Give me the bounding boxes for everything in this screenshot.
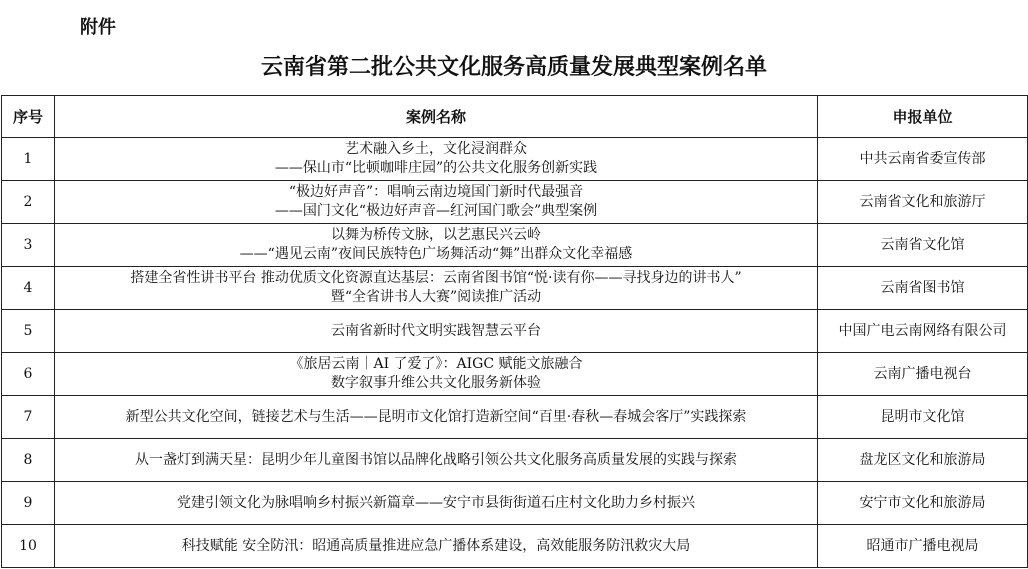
case-name-line: ——“遇见云南”夜间民族特色广场舞活动“舞”出群众文化幸福感 bbox=[239, 246, 633, 262]
case-name-line: 数字叙事升维公共文化服务新体验 bbox=[331, 375, 541, 391]
case-name-cell bbox=[55, 181, 818, 224]
row-number: 3 bbox=[2, 224, 55, 267]
case-name-line: 搭建全省性讲书平台 推动优质文化资源直达基层：云南省图书馆“悦·读有你——寻找身边的讲书人” bbox=[130, 270, 742, 286]
table-row bbox=[2, 267, 1028, 310]
reporting-unit-cell: 昆明市文化馆 bbox=[818, 396, 1028, 439]
row-number: 9 bbox=[2, 482, 55, 525]
case-name-cell bbox=[55, 396, 818, 439]
case-name-line: 党建引领文化为脉唱响乡村振兴新篇章——安宁市县街街道石庄村文化助力乡村振兴 bbox=[177, 494, 695, 511]
case-name-line: 科技赋能 安全防汛：昭通高质量推进应急广播体系建设，高效能服务防汛救灾大局 bbox=[181, 537, 691, 554]
case-name-cell bbox=[55, 224, 818, 267]
reporting-unit-cell: 云南省图书馆 bbox=[818, 267, 1028, 310]
document-title: 云南省第二批公共文化服务高质量发展典型案例名单 bbox=[260, 55, 767, 80]
table-row bbox=[2, 138, 1028, 181]
case-name-line: 新型公共文化空间，链接艺术与生活——昆明市文化馆打造新空间“百里·春秋—春城会客厅”实践探索 bbox=[125, 408, 747, 425]
header-no: 序号 bbox=[2, 96, 55, 138]
case-name-line: ——保山市“比顿咖啡庄园”的公共文化服务创新实践 bbox=[274, 160, 598, 176]
case-name-cell bbox=[55, 138, 818, 181]
row-number: 8 bbox=[2, 439, 55, 482]
reporting-unit-cell: 盘龙区文化和旅游局 bbox=[818, 439, 1028, 482]
case-name-line: 从一盏灯到满天星：昆明少年儿童图书馆以品牌化战略引领公共文化服务高质量发展的实践与探索 bbox=[135, 451, 737, 468]
header-unit: 申报单位 bbox=[818, 96, 1028, 138]
case-name-cell bbox=[55, 267, 818, 310]
case-name-line: ——国门文化“极边好声音—红河国门歌会”典型案例 bbox=[274, 203, 598, 219]
case-name-cell bbox=[55, 525, 818, 568]
row-number: 4 bbox=[2, 267, 55, 310]
reporting-unit-cell: 昭通市广播电视局 bbox=[818, 525, 1028, 568]
table-row bbox=[2, 353, 1028, 396]
case-name-cell bbox=[55, 353, 818, 396]
row-number: 7 bbox=[2, 396, 55, 439]
attachment-label: 附件 bbox=[80, 17, 116, 38]
case-name-cell bbox=[55, 310, 818, 353]
case-name-line: “极边好声音”：唱响云南边境国门新时代最强音 bbox=[288, 184, 584, 200]
case-name-cell bbox=[55, 439, 818, 482]
row-number: 5 bbox=[2, 310, 55, 353]
table-row bbox=[2, 224, 1028, 267]
case-name-line: 暨“全省讲书人大赛”阅读推广活动 bbox=[330, 289, 542, 305]
header-case-name: 案例名称 bbox=[55, 96, 818, 138]
table-row bbox=[2, 310, 1028, 353]
reporting-unit-cell: 云南省文化馆 bbox=[818, 224, 1028, 267]
row-number: 6 bbox=[2, 353, 55, 396]
reporting-unit-cell: 中共云南省委宣传部 bbox=[818, 138, 1028, 181]
case-name-line: 云南省新时代文明实践智慧云平台 bbox=[331, 322, 541, 339]
case-name-line: 以舞为桥传文脉，以艺惠民兴云岭 bbox=[331, 227, 541, 243]
case-name-line: 艺术融入乡土，文化浸润群众 bbox=[345, 141, 527, 157]
table-row bbox=[2, 482, 1028, 525]
table-row bbox=[2, 181, 1028, 224]
row-number: 10 bbox=[2, 525, 55, 568]
table-row bbox=[2, 439, 1028, 482]
reporting-unit-cell: 安宁市文化和旅游局 bbox=[818, 482, 1028, 525]
table-header-row bbox=[2, 96, 1028, 138]
reporting-unit-cell: 云南省文化和旅游厅 bbox=[818, 181, 1028, 224]
case-name-cell bbox=[55, 482, 818, 525]
table-row bbox=[2, 525, 1028, 568]
reporting-unit-cell: 中国广电云南网络有限公司 bbox=[818, 310, 1028, 353]
case-list-table bbox=[1, 95, 1028, 568]
case-name-line: 《旅居云南｜AI 了爱了》：AIGC 赋能文旅融合 bbox=[289, 356, 583, 372]
table-row bbox=[2, 396, 1028, 439]
row-number: 1 bbox=[2, 138, 55, 181]
row-number: 2 bbox=[2, 181, 55, 224]
reporting-unit-cell: 云南广播电视台 bbox=[818, 353, 1028, 396]
